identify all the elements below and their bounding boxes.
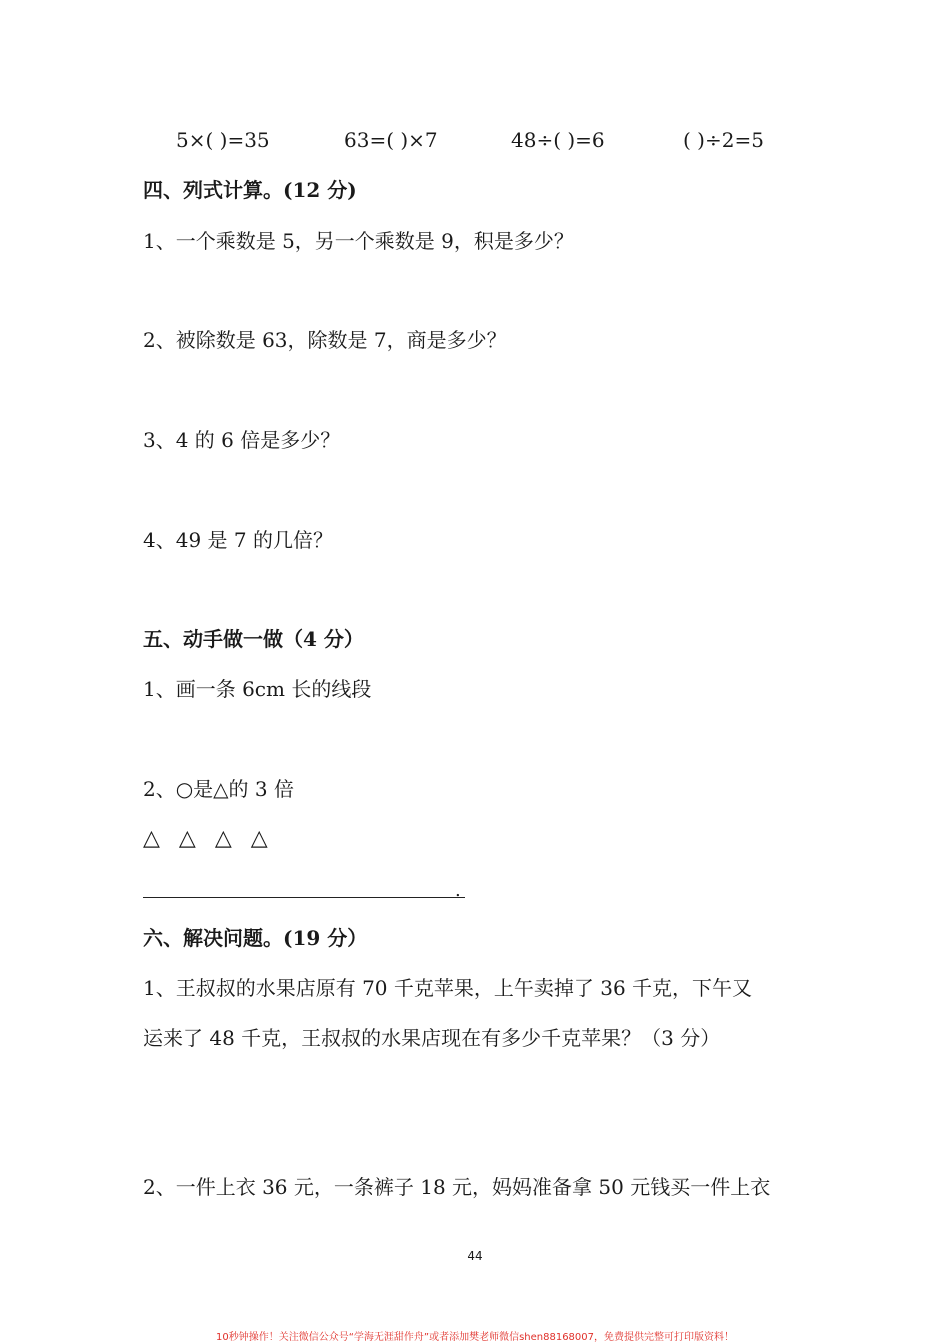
equation-2: 63=( )×7	[344, 128, 438, 152]
section-4-title: 四、列式计算。(12 分)	[143, 178, 357, 202]
page-number: 44	[467, 1249, 483, 1263]
section-4-item-2: 2、被除数是 63，除数是 7，商是多少？	[143, 328, 507, 352]
equation-1: 5×( )=35	[176, 128, 270, 152]
answer-line	[143, 897, 465, 898]
section-5-item-2: 2、○是△的 3 倍	[143, 777, 294, 801]
section-6-title: 六、解决问题。(19 分）	[143, 926, 368, 950]
equation-4: ( )÷2=5	[683, 128, 764, 152]
section-6-q2-line1: 2、一件上衣 36 元，一条裤子 18 元，妈妈准备拿 50 元钱买一件上衣	[143, 1175, 771, 1199]
section-4-item-1: 1、一个乘数是 5，另一个乘数是 9，积是多少？	[143, 229, 574, 253]
answer-line-dot: .	[455, 880, 461, 901]
equation-3: 48÷( )=6	[511, 128, 605, 152]
footer-notice: 10秒钟操作！关注微信公众号“学海无涯甜作舟”或者添加樊老师微信shen88168007，免费提供完整可打印版资料！	[215, 1332, 735, 1343]
section-5-title: 五、动手做一做（4 分）	[143, 627, 364, 651]
triangle-row: △ △ △ △	[143, 826, 274, 851]
section-4-item-3: 3、4 的 6 倍是多少？	[143, 428, 341, 452]
section-6-q1-line1: 1、王叔叔的水果店原有 70 千克苹果，上午卖掉了 36 千克，下午又	[143, 976, 753, 1000]
section-6-q1-line2: 运来了 48 千克，王叔叔的水果店现在有多少千克苹果？（3 分）	[143, 1026, 721, 1050]
section-4-item-4: 4、49 是 7 的几倍？	[143, 528, 333, 552]
section-5-item-1: 1、画一条 6cm 长的线段	[143, 677, 372, 701]
